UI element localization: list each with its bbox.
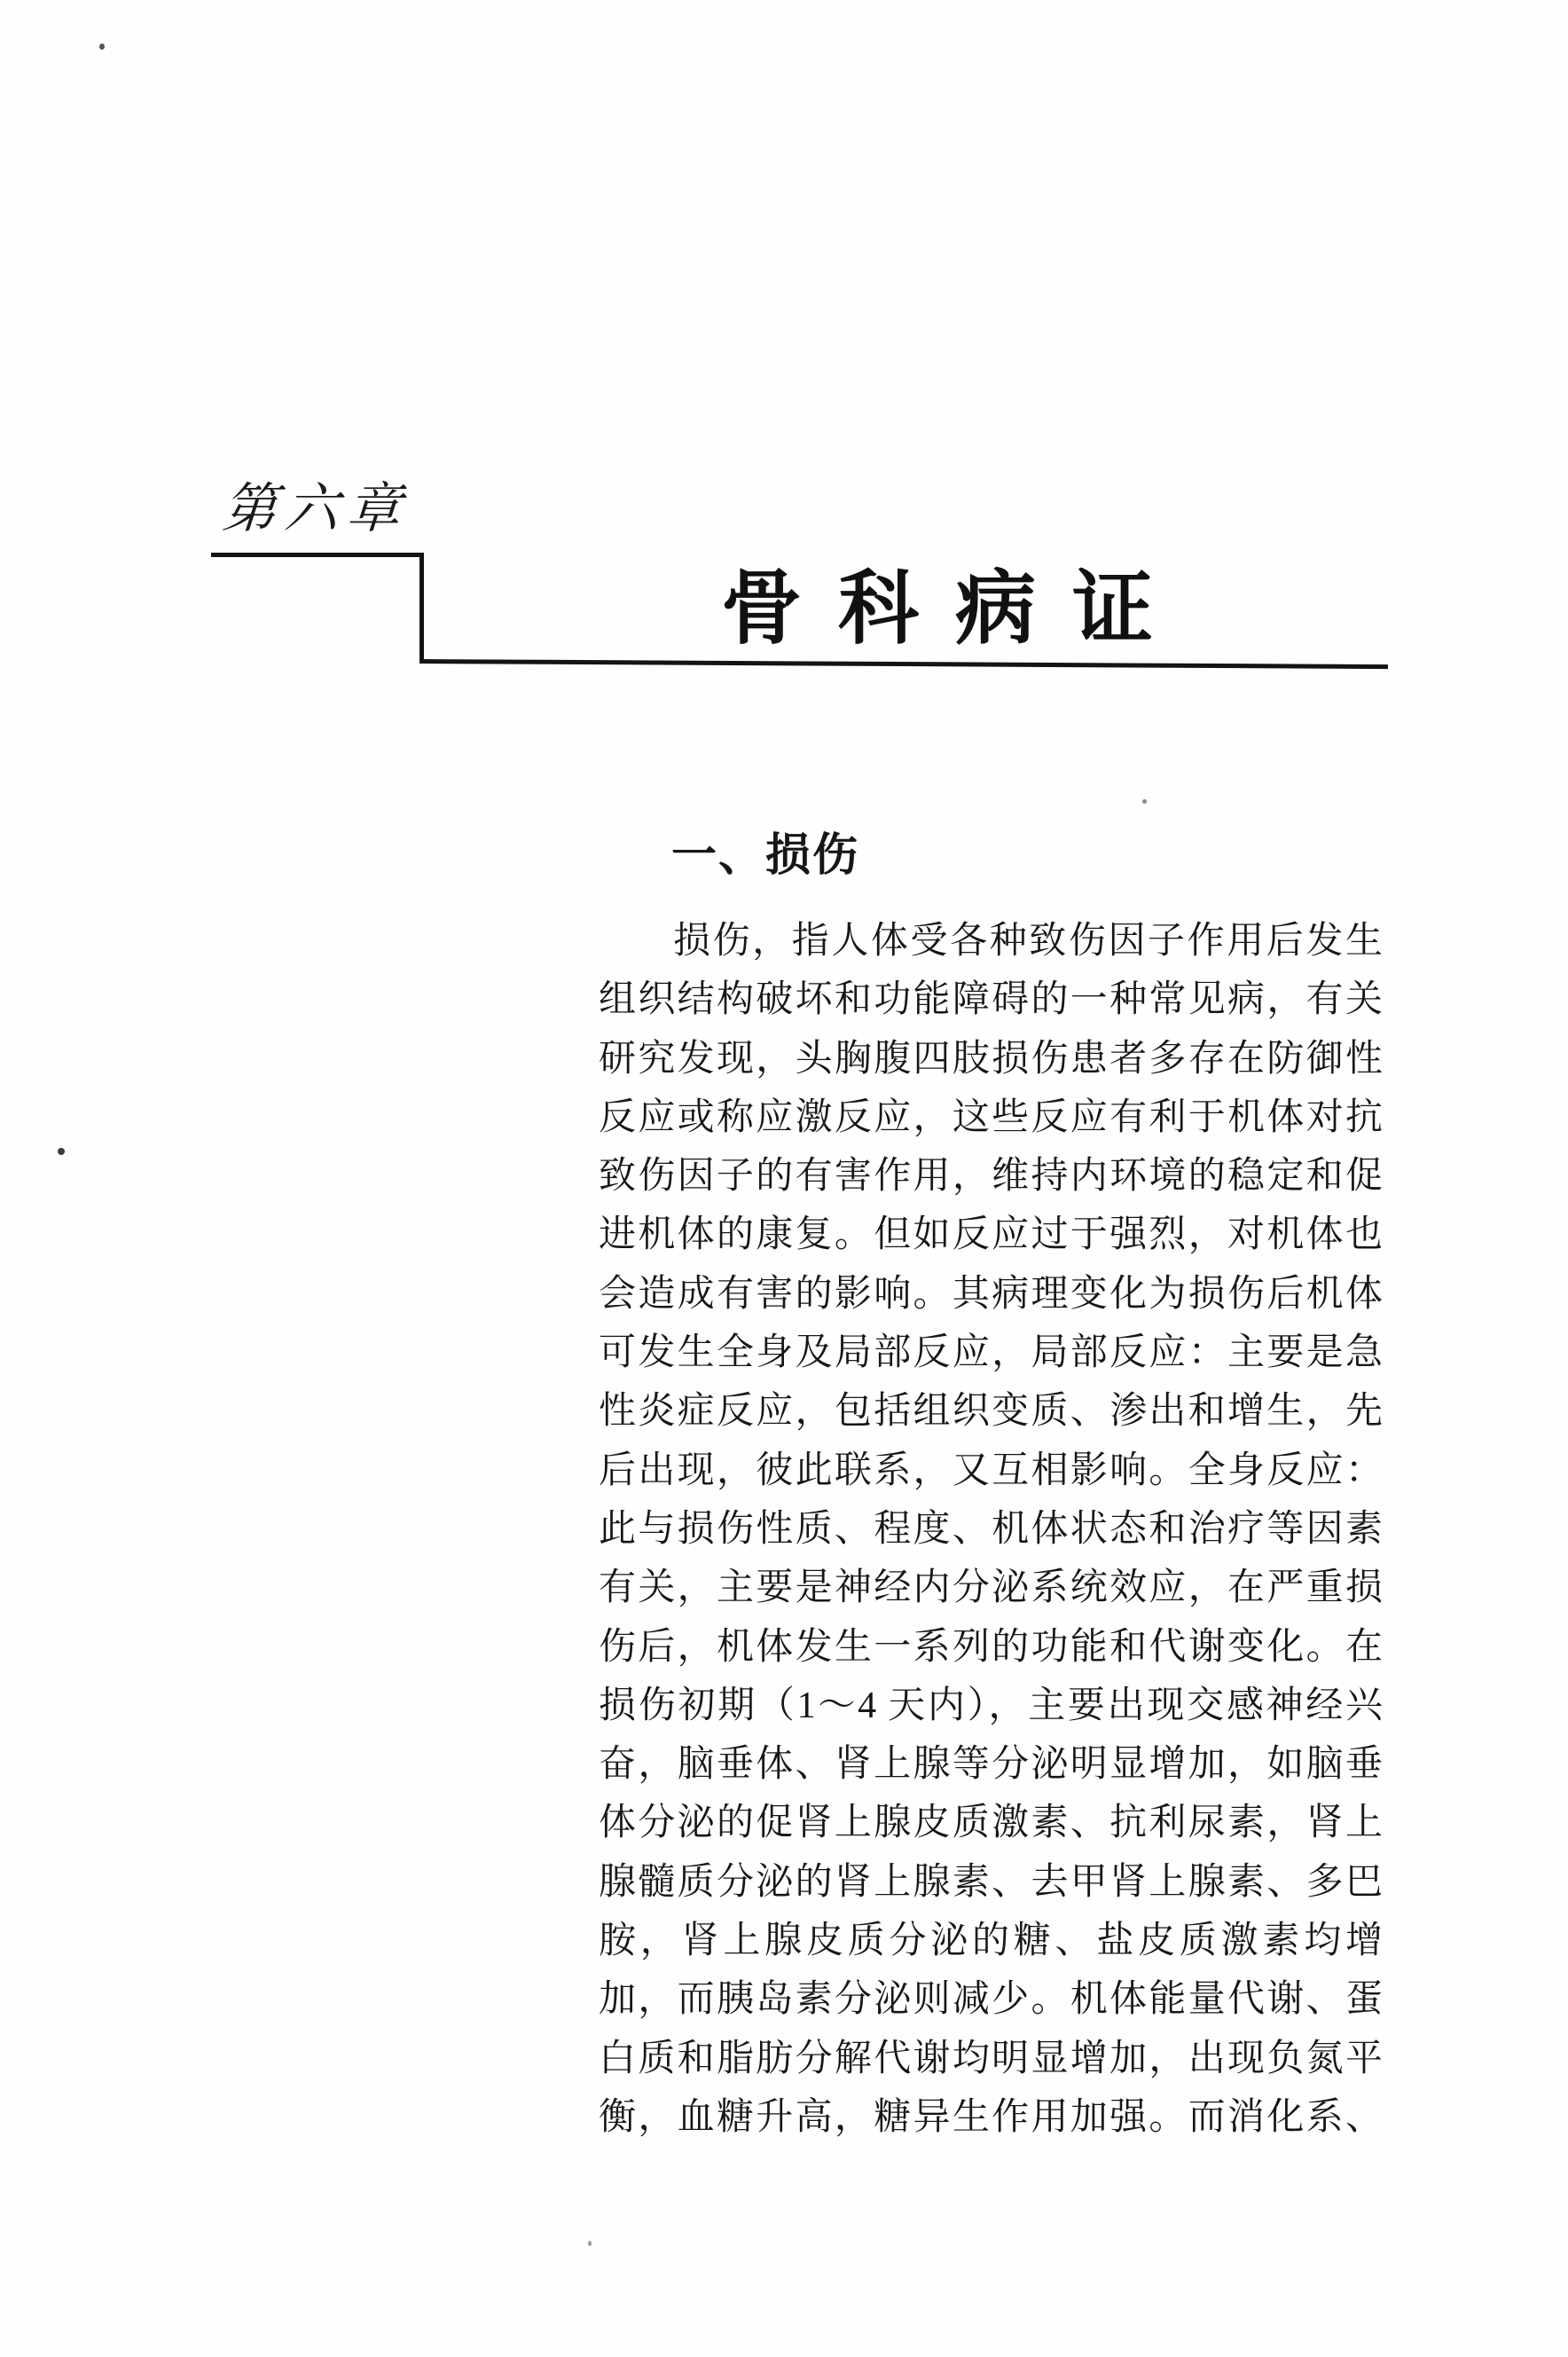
paragraph-line: 研究发现，头胸腹四肢损伤患者多存在防御性 bbox=[599, 1038, 1383, 1080]
paragraph-line: 损伤初期（1～4 天内），主要出现交感神经兴 bbox=[599, 1685, 1383, 1726]
paragraph-line: 致伤因子的有害作用，维持内环境的稳定和促 bbox=[599, 1156, 1383, 1198]
paragraph-line: 进机体的康复。但如反应过于强烈，对机体也 bbox=[599, 1214, 1383, 1256]
paragraph-line: 性炎症反应，包括组织变质、渗出和增生，先 bbox=[599, 1391, 1383, 1433]
chapter-rule-top bbox=[211, 553, 424, 557]
scan-speck bbox=[588, 2241, 592, 2246]
paragraph-line: 腺髓质分泌的肾上腺素、去甲肾上腺素、多巴 bbox=[599, 1861, 1383, 1903]
paragraph-line: 加，而胰岛素分泌则减少。机体能量代谢、蛋 bbox=[599, 1979, 1383, 2021]
paragraph-line: 会造成有害的影响。其病理变化为损伤后机体 bbox=[599, 1273, 1383, 1315]
paragraph-line: 伤后，机体发生一系列的功能和代谢变化。在 bbox=[599, 1626, 1383, 1668]
paragraph-line: 组织结构破坏和功能障碍的一种常见病，有关 bbox=[599, 979, 1383, 1021]
paragraph-line: 奋，脑垂体、肾上腺等分泌明显增加，如脑垂 bbox=[599, 1744, 1383, 1786]
paragraph-line: 衡，血糖升高，糖异生作用加强。而消化系、 bbox=[599, 2096, 1383, 2138]
paragraph-line: 体分泌的促肾上腺皮质激素、抗利尿素，肾上 bbox=[599, 1803, 1383, 1844]
scan-speck bbox=[58, 1148, 65, 1155]
scan-speck bbox=[1142, 799, 1147, 804]
chapter-number-label: 第六章 bbox=[220, 480, 412, 539]
section-heading: 一、损伤 bbox=[671, 831, 860, 881]
chapter-rule-vertical bbox=[419, 553, 424, 664]
paragraph-line: 损伤，指人体受各种致伤因子作用后发生 bbox=[673, 921, 1383, 962]
paragraph-line: 有关，主要是神经内分泌系统效应，在严重损 bbox=[599, 1567, 1383, 1609]
scan-speck bbox=[99, 43, 105, 50]
paragraph-line: 此与损伤性质、程度、机体状态和治疗等因素 bbox=[599, 1508, 1383, 1550]
chapter-rule-bottom bbox=[419, 659, 1388, 669]
body-paragraph bbox=[599, 912, 1383, 2147]
paragraph-line: 可发生全身及局部反应，局部反应：主要是急 bbox=[599, 1332, 1383, 1374]
paragraph-line: 胺，肾上腺皮质分泌的糖、盐皮质激素均增 bbox=[599, 1921, 1383, 1962]
chapter-title: 骨科病证 bbox=[721, 564, 1190, 654]
paragraph-line: 白质和脂肪分解代谢均明显增加，出现负氮平 bbox=[599, 2038, 1383, 2079]
paragraph-line: 后出现，彼此联系，又互相影响。全身反应： bbox=[599, 1450, 1383, 1491]
paragraph-line: 反应或称应激反应，这些反应有利于机体对抗 bbox=[599, 1096, 1383, 1138]
